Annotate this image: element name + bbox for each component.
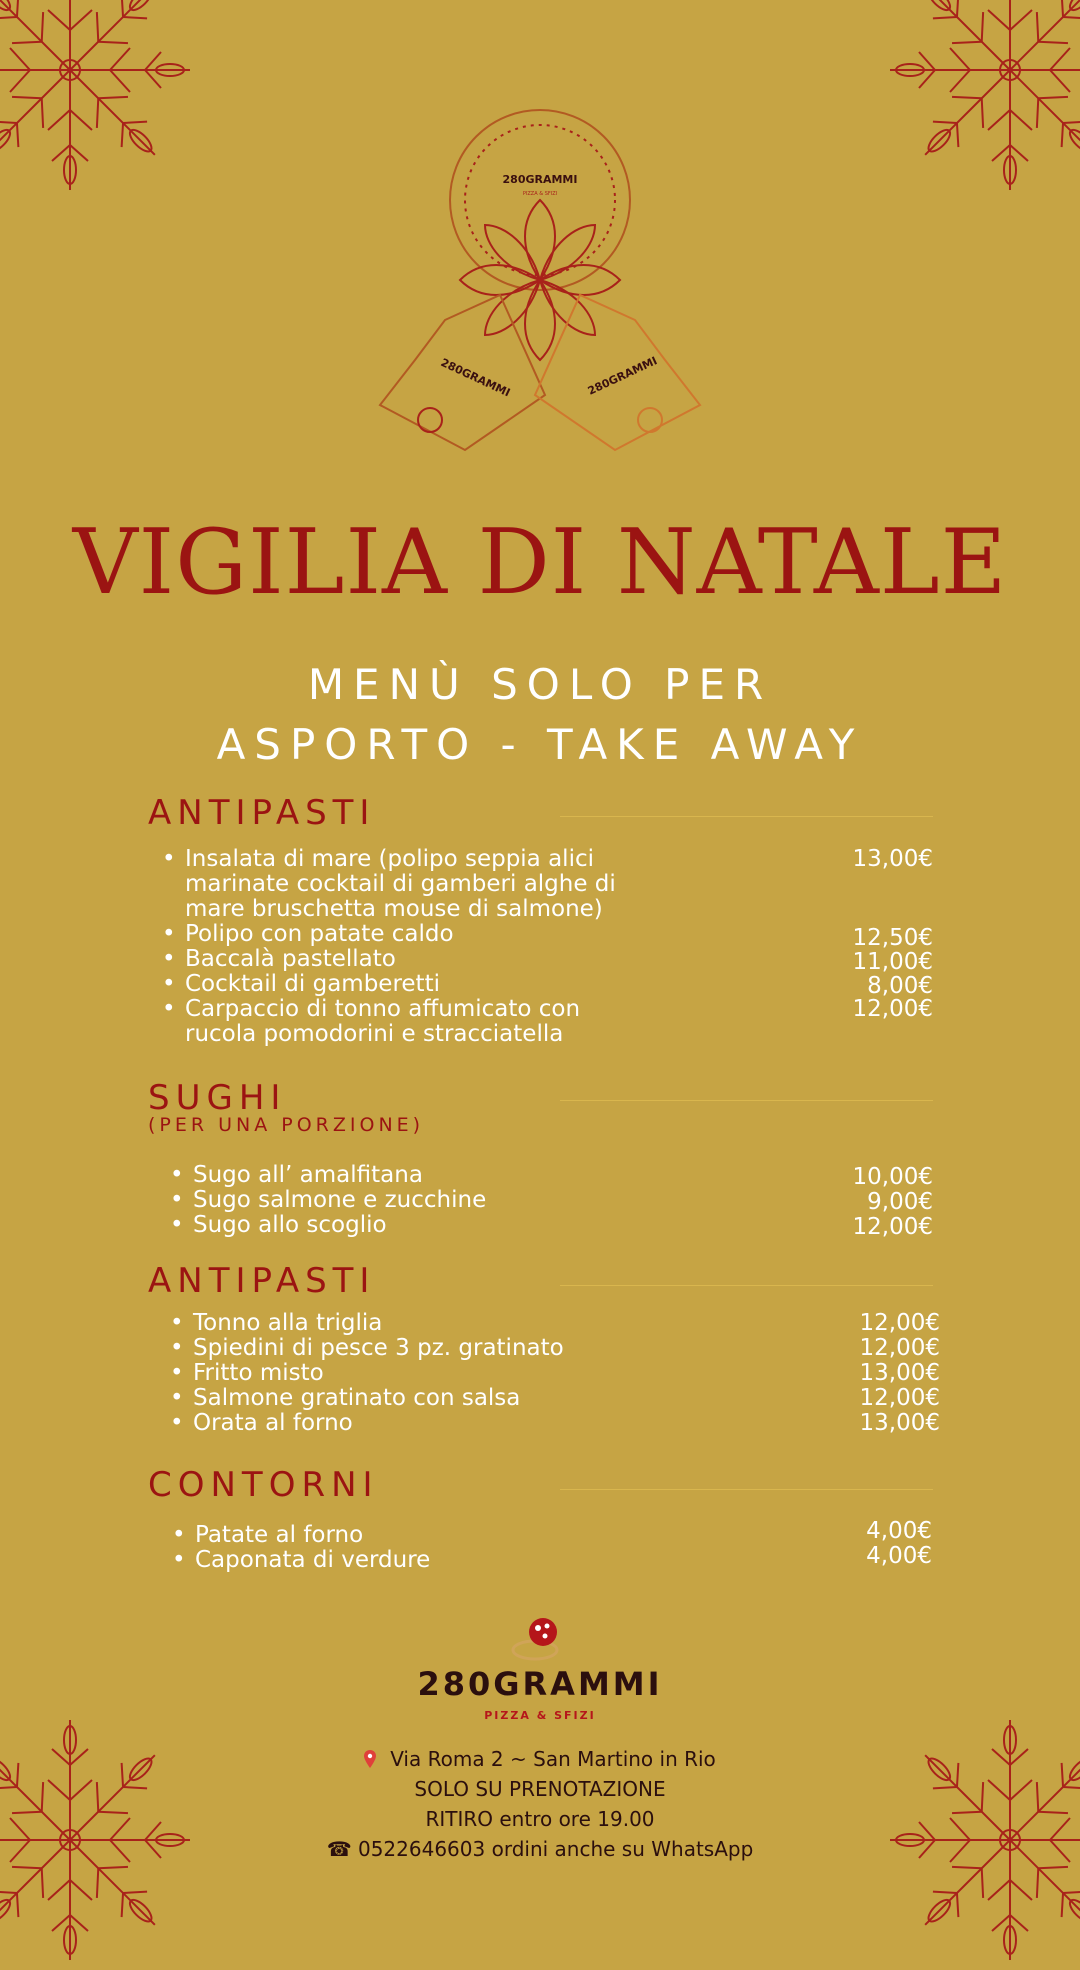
section-title: ANTIPASTI [148,793,376,833]
snowflake-top-right-icon [880,0,1080,200]
section-antipasti-2 [148,1261,940,1436]
phone-icon: ☎ [326,1837,358,1861]
section-title: CONTORNI [148,1465,379,1505]
menu-item: • Sugo allo scoglio 12,00€ [170,1212,933,1240]
svg-text:PIZZA & SFIZI: PIZZA & SFIZI [522,191,558,197]
item-name: Patate al forno [195,1522,364,1548]
footer-phone: 0522646603 ordini anche su WhatsApp [357,1837,754,1861]
svg-text:280GRAMMI: 280GRAMMI [438,355,513,400]
menu-item: • Polipo con patate caldo 12,50€ [162,921,933,951]
pizza-logo-icon [505,1612,575,1662]
item-price: 8,00€ [867,973,933,999]
section-subtitle: (PER UNA PORZIONE) [148,1114,425,1136]
item-price: 10,00€ [852,1164,933,1190]
section-divider [560,816,933,817]
menu-item: • Sugo salmone e zucchine 9,00€ [170,1187,933,1215]
menu-item: • Insalata di mare (polipo seppia alici marinate cocktail di gamberi alghe di mare bruschetta mouse di salmone) 13,00€ [162,846,933,922]
menu-item: • Caponata di verdure 4,00€ [172,1543,932,1573]
section-sughi [148,1078,933,1240]
snowflake-top-left-icon [0,0,200,200]
bells-logo-icon [370,105,710,455]
item-name: Orata al forno [193,1410,353,1436]
section-title: SUGHI [148,1078,287,1118]
footer-tagline: PIZZA & SFIZI [484,1709,596,1722]
menu-item: • Carpaccio di tonno affumicato con rucola pomodorini e stracciatella 12,00€ [162,996,933,1047]
subtitle-line-2: ASPORTO - TAKE AWAY [216,720,864,769]
item-price: 4,00€ [866,1543,932,1569]
menu-item: • Patate al forno 4,00€ [172,1518,932,1548]
item-name: Sugo allo scoglio [193,1212,387,1238]
page-title: VIGILIA DI NATALE [72,510,1008,615]
item-price: 12,50€ [852,925,933,951]
section-divider [560,1100,933,1101]
menu-item: • Sugo all’ amalfitana 10,00€ [170,1162,933,1190]
item-price: 13,00€ [859,1360,940,1386]
item-price: 13,00€ [859,1410,940,1436]
footer-address-line [0,1747,1080,1771]
subtitle-line-1: MENÙ SOLO PER [307,660,773,709]
item-price: 9,00€ [867,1189,933,1215]
item-price: 4,00€ [866,1518,932,1544]
section-divider [560,1489,933,1490]
menu-item: • Salmone gratinato con salsa 12,00€ [170,1385,940,1411]
footer-address: Via Roma 2 ~ San Martino in Rio [390,1747,716,1771]
menu-item: • Cocktail di gamberetti 8,00€ [162,971,933,999]
section-contorni [148,1465,933,1573]
footer-brand: 280GRAMMI [417,1665,663,1703]
item-name: Baccalà pastellato [185,946,396,972]
item-price: 11,00€ [852,949,933,975]
item-price: 12,00€ [859,1385,940,1411]
item-name: Cocktail di gamberetti [185,971,440,997]
map-pin-icon [364,1749,376,1765]
menu-item: • Fritto misto 13,00€ [170,1360,940,1386]
item-price: 12,00€ [859,1310,940,1336]
footer-pickup: RITIRO entro ore 19.00 [425,1807,655,1831]
menu-item: • Spiedini di pesce 3 pz. gratinato 12,00€ [170,1335,940,1361]
menu-item: • Tonno alla triglia 12,00€ [170,1310,940,1336]
item-name: Tonno alla triglia [193,1310,383,1336]
section-title: ANTIPASTI [148,1261,376,1301]
item-price: 12,00€ [859,1335,940,1361]
footer-phone-line [0,1837,1080,1861]
item-name: Insalata di mare (polipo seppia alici marinate cocktail di gamberi alghe di mare bruschetta mouse di salmone) [185,846,616,922]
item-name: Salmone gratinato con salsa [193,1385,521,1411]
menu-item: • Orata al forno 13,00€ [170,1410,940,1436]
item-name: Caponata di verdure [195,1547,431,1573]
svg-text:280GRAMMI: 280GRAMMI [502,173,578,186]
item-name: Spiedini di pesce 3 pz. gratinato [193,1335,564,1361]
menu-item: • Baccalà pastellato 11,00€ [162,946,933,975]
item-price: 13,00€ [852,846,933,872]
item-price: 12,00€ [852,996,933,1022]
item-name: Carpaccio di tonno affumicato con rucola pomodorini e stracciatella [185,996,581,1047]
section-divider [560,1285,933,1286]
svg-text:280GRAMMI: 280GRAMMI [585,354,660,398]
item-name: Sugo salmone e zucchine [193,1187,487,1213]
section-antipasti [148,793,933,1047]
item-name: Sugo all’ amalfitana [193,1162,423,1188]
item-name: Fritto misto [193,1360,324,1386]
footer-reservation: SOLO SU PRENOTAZIONE [414,1777,666,1801]
item-name: Polipo con patate caldo [185,921,454,947]
item-price: 12,00€ [852,1214,933,1240]
